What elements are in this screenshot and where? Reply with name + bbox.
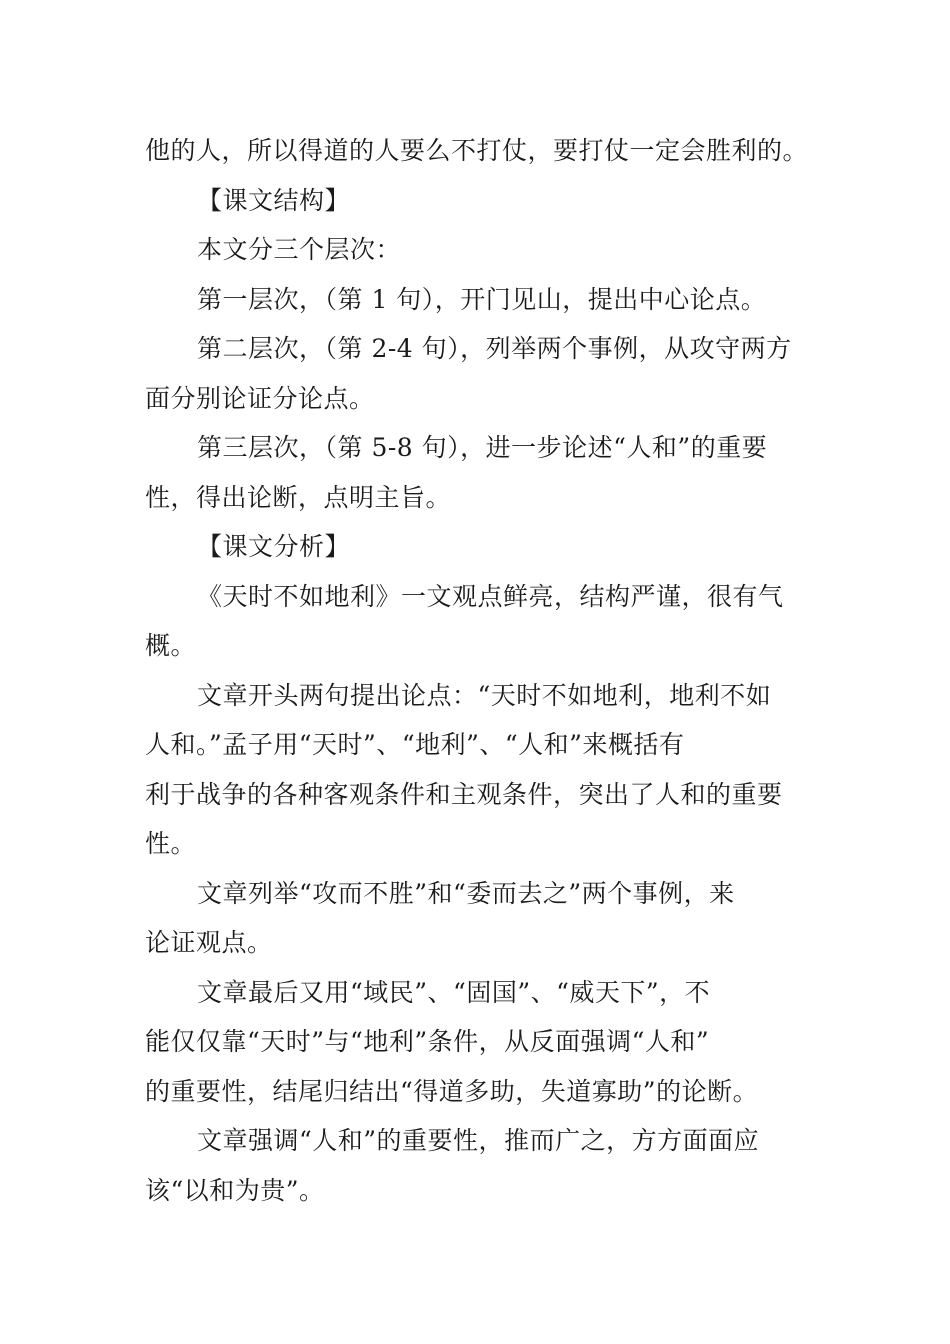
text-line: 利于战争的各种客观条件和主观条件，突出了人和的重要 <box>145 779 783 809</box>
text-line: 性，得出论断，点明主旨。 <box>145 482 452 512</box>
text-line: 论证观点。 <box>145 928 273 957</box>
document-body <box>145 126 810 1215</box>
text-line: 的重要性，结尾归结出“得道多助，失道寡助”的论断。 <box>145 1076 759 1106</box>
text-line: 文章列举“攻而不胜”和“委而去之”两个事例，来 <box>197 878 735 908</box>
text-line: 文章强调“人和”的重要性，推而广之，方方面面应 <box>197 1126 760 1155</box>
text-line: 能仅仅靠“天时”与“地利”条件，从反面强调“人和” <box>145 1027 710 1056</box>
text-line: 第一层次，（第 1 句），开门见山，提出中心论点。 <box>197 284 767 314</box>
text-line: 他的人，所以得道的人要么不打仗，要打仗一定会胜利的。 <box>145 136 809 165</box>
section-heading-structure: 【课文结构】 <box>197 185 351 215</box>
text-line: 人和。”孟子用“天时”、“地利”、“人和”来概括有 <box>145 730 685 759</box>
text-line: 《天时不如地利》一文观点鲜亮，结构严谨，很有气 <box>197 581 784 611</box>
text-line: 面分别论证分论点。 <box>145 383 375 413</box>
section-heading-analysis: 【课文分析】 <box>197 532 351 561</box>
text-line: 该“以和为贵”。 <box>145 1175 325 1205</box>
text-line: 文章开头两句提出论点：“天时不如地利，地利不如 <box>197 680 772 710</box>
text-line: 第二层次，（第 2-4 句），列举两个事例，从攻守两方 <box>197 334 792 363</box>
text-line: 性。 <box>145 829 197 858</box>
text-line: 本文分三个层次： <box>197 235 402 264</box>
text-line: 第三层次，（第 5-8 句），进一步论述“人和”的重要 <box>197 433 768 462</box>
text-line: 概。 <box>145 631 197 660</box>
text-line: 文章最后又用“域民”、“固国”、“威天下”，不 <box>197 977 711 1007</box>
